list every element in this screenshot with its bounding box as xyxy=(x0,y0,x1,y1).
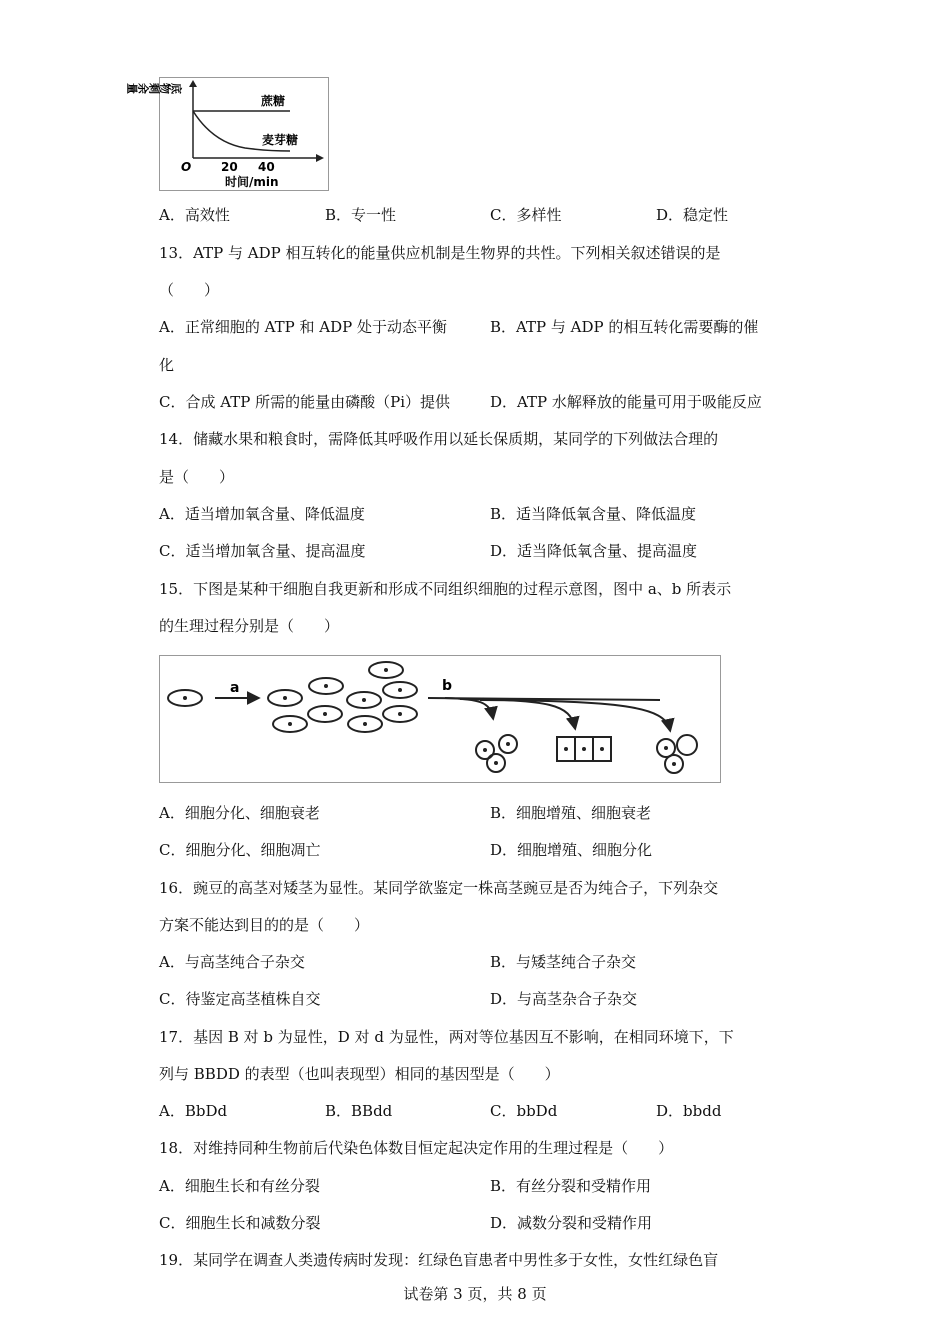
q18-option-b: B．有丝分裂和受精作用 xyxy=(490,1177,652,1195)
q16-option-d: D．与高茎杂合子杂交 xyxy=(490,990,638,1008)
q12-x-arrow xyxy=(316,154,324,162)
q15-stem-line2: 的生理过程分别是（ ） xyxy=(159,617,340,635)
q15-diagram xyxy=(159,655,721,783)
q12-option-d: D．稳定性 xyxy=(656,206,729,224)
q15-option-b: B．细胞增殖、细胞衰老 xyxy=(490,804,652,822)
q13-option-b: B．ATP 与 ADP 的相互转化需要酶的催 xyxy=(490,318,759,336)
proliferated-cells xyxy=(268,662,417,732)
q15-option-a: A．细胞分化、细胞衰老 xyxy=(159,804,320,822)
q17-stem-line1: 17．基因 B 对 b 为显性，D 对 d 为显性，两对等位基因互不影响，在相同环境下，下 xyxy=(159,1028,734,1046)
q16-stem-line2: 方案不能达到目的的是（ ） xyxy=(159,916,370,934)
q14-option-a: A．适当增加氧含量、降低温度 xyxy=(159,505,365,523)
q12-xtick-20: 20 xyxy=(221,160,238,174)
q14-stem-line1: 14．储藏水果和粮食时，需降低其呼吸作用以延长保质期，某同学的下列做法合理的 xyxy=(159,430,719,448)
tissue-round-cells xyxy=(476,735,517,772)
q17-stem-line2: 列与 BBDD 的表型（也叫表现型）相同的基因型是（ ） xyxy=(159,1065,560,1083)
q13-option-d: D．ATP 水解释放的能量可用于吸能反应 xyxy=(490,393,762,411)
tissue-clustered-cells xyxy=(657,735,697,773)
q19-stem-line1: 19．某同学在调查人类遗传病时发现：红绿色盲患者中男性多于女性，女性红绿色盲 xyxy=(159,1251,719,1269)
q15-option-d: D．细胞增殖、细胞分化 xyxy=(490,841,653,859)
q15-stem-line1: 15．下图是某种干细胞自我更新和形成不同组织细胞的过程示意图，图中 a、b 所表示 xyxy=(159,580,732,598)
q13-stem-line1: 13．ATP 与 ADP 相互转化的能量供应机制是生物界的共性。下列相关叙述错误的是 xyxy=(159,244,721,262)
q15-diagram-svg xyxy=(160,656,720,782)
q13-option-a: A．正常细胞的 ATP 和 ADP 处于动态平衡 xyxy=(159,318,447,336)
tissue-square-cells-nuclei xyxy=(564,747,604,751)
q17-option-b: B．BBdd xyxy=(325,1102,393,1120)
q16-option-b: B．与矮茎纯合子杂交 xyxy=(490,953,637,971)
q12-option-a: A．高效性 xyxy=(159,206,230,224)
q16-option-c: C．待鉴定高茎植株自交 xyxy=(159,990,321,1008)
q12-y-arrow xyxy=(189,80,197,87)
q18-option-c: C．细胞生长和减数分裂 xyxy=(159,1214,321,1232)
q15-option-c: C．细胞分化、细胞凋亡 xyxy=(159,841,321,859)
q18-option-a: A．细胞生长和有丝分裂 xyxy=(159,1177,320,1195)
q13-option-b-cont: 化 xyxy=(159,356,175,374)
q12-origin: O xyxy=(181,160,192,174)
q12-option-b: B．专一性 xyxy=(325,206,397,224)
label-a: a xyxy=(230,680,240,696)
q12-graph-svg xyxy=(127,78,328,190)
q18-stem-line1: 18．对维持同种生物前后代染色体数目恒定起决定作用的生理过程是（ ） xyxy=(159,1139,674,1157)
stem-cell xyxy=(168,690,202,706)
q12-ylabel: 底物剩余量 xyxy=(127,81,182,95)
q14-option-b: B．适当降低氧含量、降低温度 xyxy=(490,505,697,523)
q14-option-c: C．适当增加氧含量、提高温度 xyxy=(159,542,366,560)
q17-option-a: A．BbDd xyxy=(159,1102,228,1120)
q13-option-c: C．合成 ATP 所需的能量由磷酸（Pi）提供 xyxy=(159,393,451,411)
q12-graph xyxy=(127,77,329,191)
q14-option-d: D．适当降低氧含量、提高温度 xyxy=(490,542,698,560)
page-footer: 试卷第 3 页，共 8 页 xyxy=(403,1285,547,1303)
q12-xlabel: 时间/min xyxy=(225,175,279,189)
q14-stem-line2: 是（ ） xyxy=(159,468,235,486)
q12-series-sucrose: 蔗糖 xyxy=(261,94,286,108)
label-b: b xyxy=(442,678,453,694)
q17-option-d: D．bbdd xyxy=(656,1102,722,1120)
q18-option-d: D．减数分裂和受精作用 xyxy=(490,1214,653,1232)
q12-xtick-40: 40 xyxy=(258,160,275,174)
q16-option-a: A．与高茎纯合子杂交 xyxy=(159,953,305,971)
q12-option-c: C．多样性 xyxy=(490,206,562,224)
q16-stem-line1: 16．豌豆的高茎对矮茎为显性。某同学欲鉴定一株高茎豌豆是否为纯合子，下列杂交 xyxy=(159,879,719,897)
q13-stem-line2: （ ） xyxy=(159,281,220,299)
q12-series-maltose: 麦芽糖 xyxy=(262,133,299,147)
q17-option-c: C．bbDd xyxy=(490,1102,558,1120)
arrow-b-branch-2 xyxy=(460,699,575,728)
